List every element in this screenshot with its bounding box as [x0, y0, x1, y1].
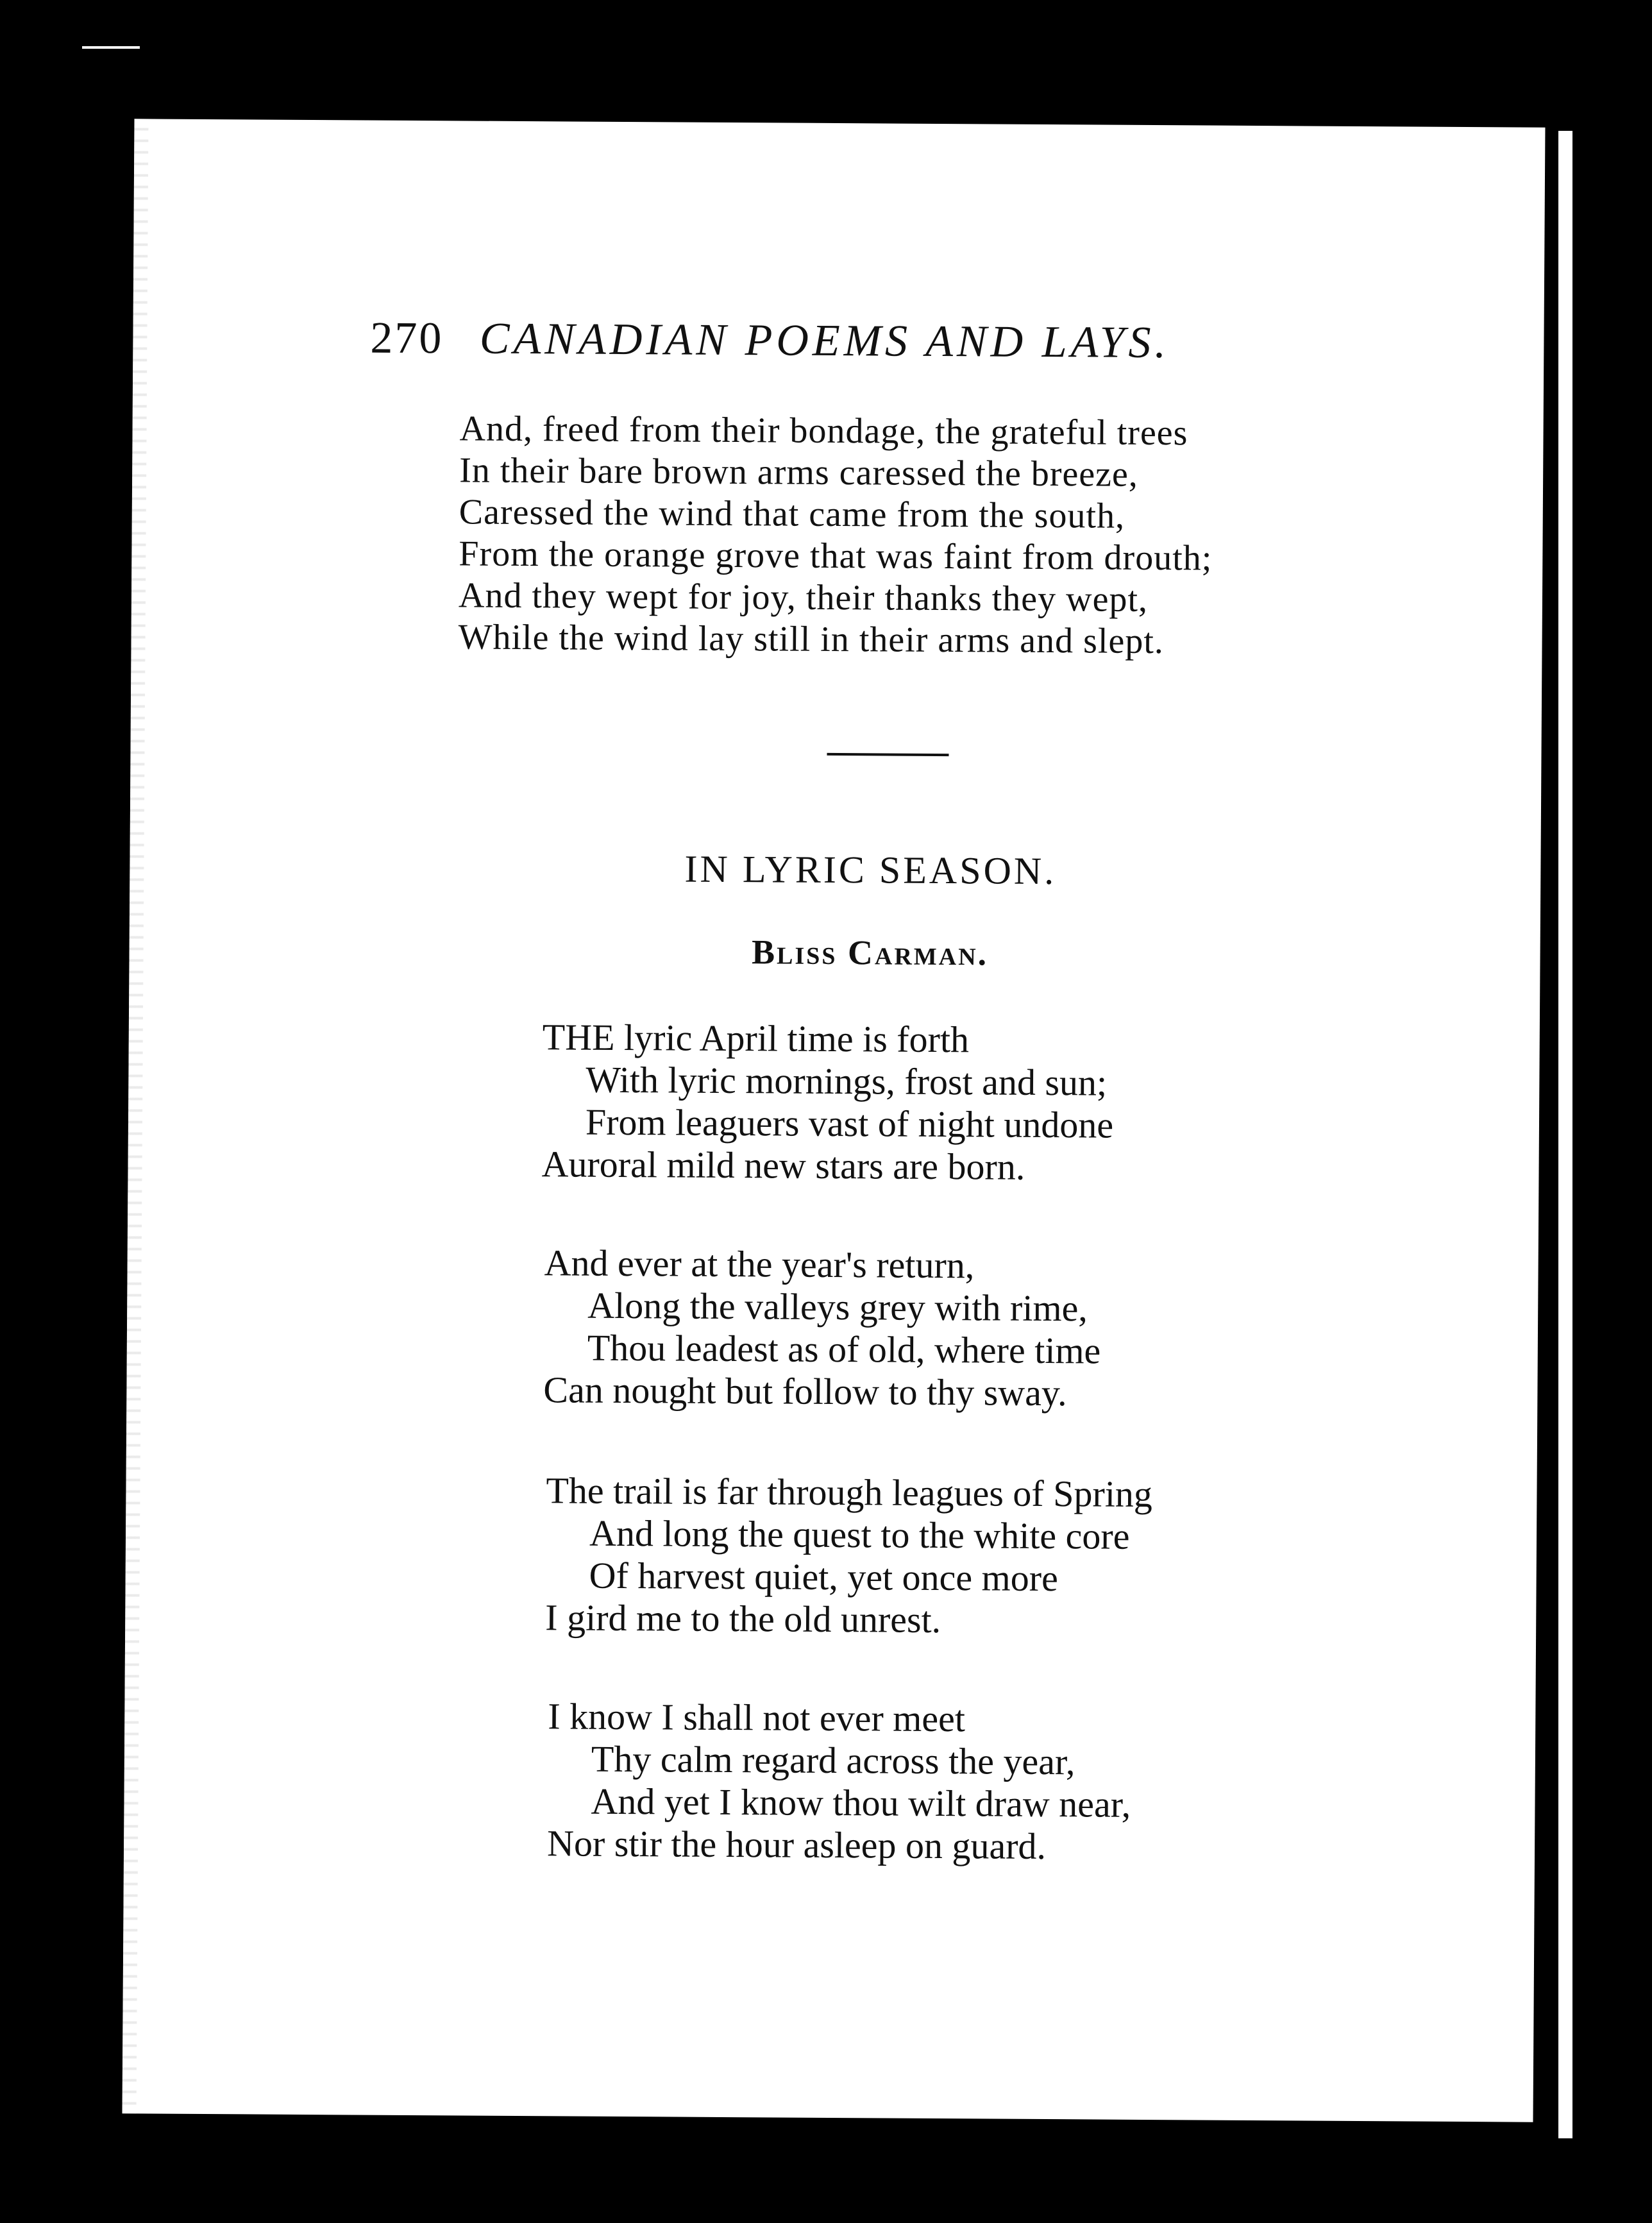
page-gutter: [122, 119, 149, 2113]
poem-stanza: [543, 1242, 1101, 1414]
poem-line: Along the valleys grey with rime,: [587, 1284, 1088, 1330]
poem-line: From leaguers vast of night undone: [585, 1101, 1114, 1146]
poem-line: While the wind lay still in their arms and slept.: [458, 617, 1165, 662]
book-title: CANADIAN POEMS AND LAYS.: [479, 314, 1170, 368]
poem-line: And long the quest to the white core: [589, 1512, 1130, 1557]
poem-line: Caressed the wind that came from the south,: [459, 492, 1125, 536]
poem-stanza: [541, 1016, 1114, 1188]
poem-line: Can nought but follow to thy sway.: [543, 1369, 1067, 1414]
scan-edge-mark: [82, 46, 140, 49]
page-edge: [1558, 131, 1572, 2138]
poem-title: IN LYRIC SEASON.: [684, 847, 1057, 893]
poem-line: Thou leadest as of old, where time: [587, 1326, 1101, 1372]
poem-line: In their bare brown arms caressed the breeze,: [459, 450, 1139, 494]
poem-line: Of harvest quiet, yet once more: [589, 1554, 1059, 1600]
poem-line: The trail is far through leagues of Spring: [546, 1469, 1153, 1516]
poem-author: Bliss Carman.: [751, 933, 989, 973]
poem-stanza: [547, 1695, 1131, 1868]
poem-line: Thy calm regard across the year,: [591, 1737, 1075, 1783]
poem-line: And, freed from their bondage, the grateful trees: [459, 409, 1188, 453]
intro-stanza: [458, 408, 1213, 663]
poem-line: From the orange grove that was faint from drouth;: [459, 534, 1213, 579]
section-divider: [827, 753, 948, 756]
poem-line: Nor stir the hour asleep on guard.: [546, 1822, 1047, 1868]
poem-line: I gird me to the old unrest.: [545, 1596, 941, 1641]
poem-line: And yet I know thou wilt draw near,: [591, 1780, 1131, 1825]
poem-stanza: [545, 1469, 1152, 1643]
poem-line: With lyric mornings, frost and sun;: [586, 1058, 1108, 1104]
poem-line: Auroral mild new stars are born.: [541, 1143, 1025, 1188]
poem-line: And they wept for joy, their thanks they wept,: [458, 575, 1149, 620]
poem-line: I know I shall not ever meet: [548, 1695, 966, 1740]
page-number: 270: [370, 313, 444, 364]
book-page: [122, 119, 1546, 2122]
poem-line: And ever at the year's return,: [544, 1242, 975, 1287]
poem-line: THE lyric April time is forth: [542, 1016, 970, 1061]
running-head: [370, 313, 1460, 371]
